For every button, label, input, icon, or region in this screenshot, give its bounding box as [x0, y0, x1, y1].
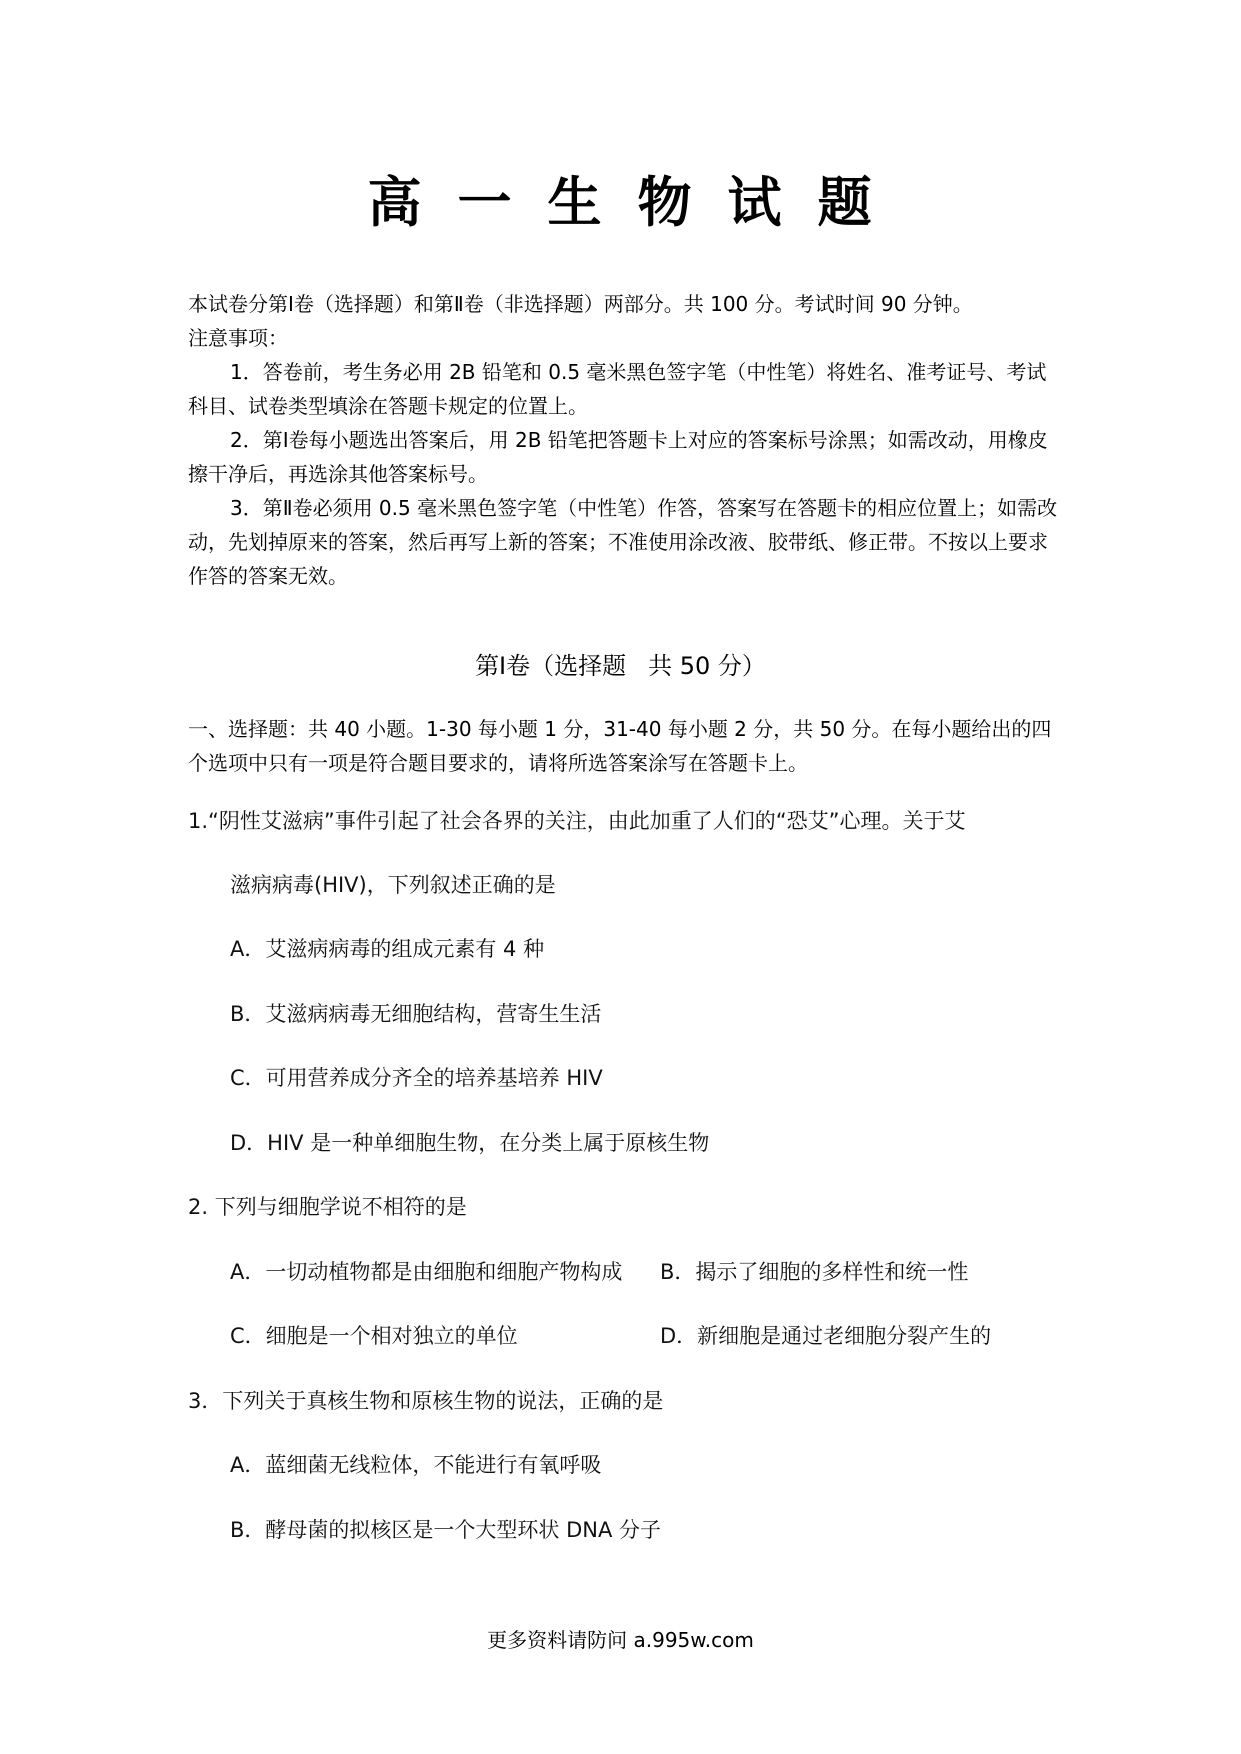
question-2-option-b: B．揭示了细胞的多样性和统一性	[660, 1260, 969, 1284]
question-1-option-a: A．艾滋病病毒的组成元素有 4 种	[230, 937, 545, 961]
question-3-stem: 3．下列关于真核生物和原核生物的说法，正确的是	[188, 1389, 664, 1413]
title-char: 题	[817, 171, 874, 234]
footer-link-text: 更多资料请防问 a.995w.com	[487, 1628, 754, 1652]
page-title	[0, 160, 1241, 237]
question-1-option-b: B．艾滋病病毒无细胞结构，营寄生生活	[230, 1002, 602, 1026]
section-instructions	[188, 712, 1058, 780]
notice-label: 注意事项：	[188, 326, 288, 350]
part-heading-left: 第Ⅰ卷（选择题	[475, 652, 627, 680]
question-1-option-d: D．HIV 是一种单细胞生物，在分类上属于原核生物	[230, 1131, 710, 1155]
notice-item-2: 2．第Ⅰ卷每小题选出答案后，用 2B 铅笔把答题卡上对应的答案标号涂黑；如需改动，用橡皮擦干净后，再选涂其他答案标号。	[188, 428, 1048, 486]
question-2-option-a: A．一切动植物都是由细胞和细胞产物构成	[230, 1260, 623, 1284]
section-intro-text: 一、选择题：共 40 小题。1-30 每小题 1 分，31-40 每小题 2 分，共 50 分。在每小题给出的四个选项中只有一项是符合题目要求的，请将所选答案涂写在答题卡上。	[188, 717, 1052, 775]
title-char: 一	[457, 171, 514, 234]
exam-instructions	[188, 287, 1058, 593]
question-2-option-c: C．细胞是一个相对独立的单位	[230, 1324, 518, 1348]
question-1-stem: 1.“阴性艾滋病”事件引起了社会各界的关注，由此加重了人们的“恐艾”心理。关于艾	[188, 809, 966, 833]
title-char: 高	[367, 171, 424, 234]
title-char: 生	[547, 171, 604, 234]
question-1-option-c: C．可用营养成分齐全的培养基培养 HIV	[230, 1066, 603, 1090]
exam-overview: 本试卷分第Ⅰ卷（选择题）和第Ⅱ卷（非选择题）两部分。共 100 分。考试时间 90 分钟。	[188, 292, 973, 316]
notice-item-1: 1．答卷前，考生务必用 2B 铅笔和 0.5 毫米黑色签字笔（中性笔）将姓名、准考证号、考试科目、试卷类型填涂在答题卡规定的位置上。	[188, 360, 1047, 418]
title-char: 物	[637, 171, 694, 234]
question-3-option-a: A．蓝细菌无线粒体，不能进行有氧呼吸	[230, 1453, 602, 1477]
question-1-stem-cont: 滋病病毒(HIV)，下列叙述正确的是	[230, 873, 556, 897]
question-3-option-b: B．酵母菌的拟核区是一个大型环状 DNA 分子	[230, 1518, 662, 1542]
part-heading-right: 共 50 分）	[648, 652, 766, 680]
part-one-heading	[0, 646, 1241, 681]
question-2-option-d: D．新细胞是通过老细胞分裂产生的	[660, 1324, 992, 1348]
notice-item-3: 3．第Ⅱ卷必须用 0.5 毫米黑色签字笔（中性笔）作答，答案写在答题卡的相应位置上；如需改动，先划掉原来的答案，然后再写上新的答案；不准使用涂改液、胶带纸、修正带。不按以上要求作答的答案无效。	[188, 496, 1058, 588]
question-2-stem: 2. 下列与细胞学说不相符的是	[188, 1195, 467, 1219]
title-char: 试	[727, 171, 784, 234]
